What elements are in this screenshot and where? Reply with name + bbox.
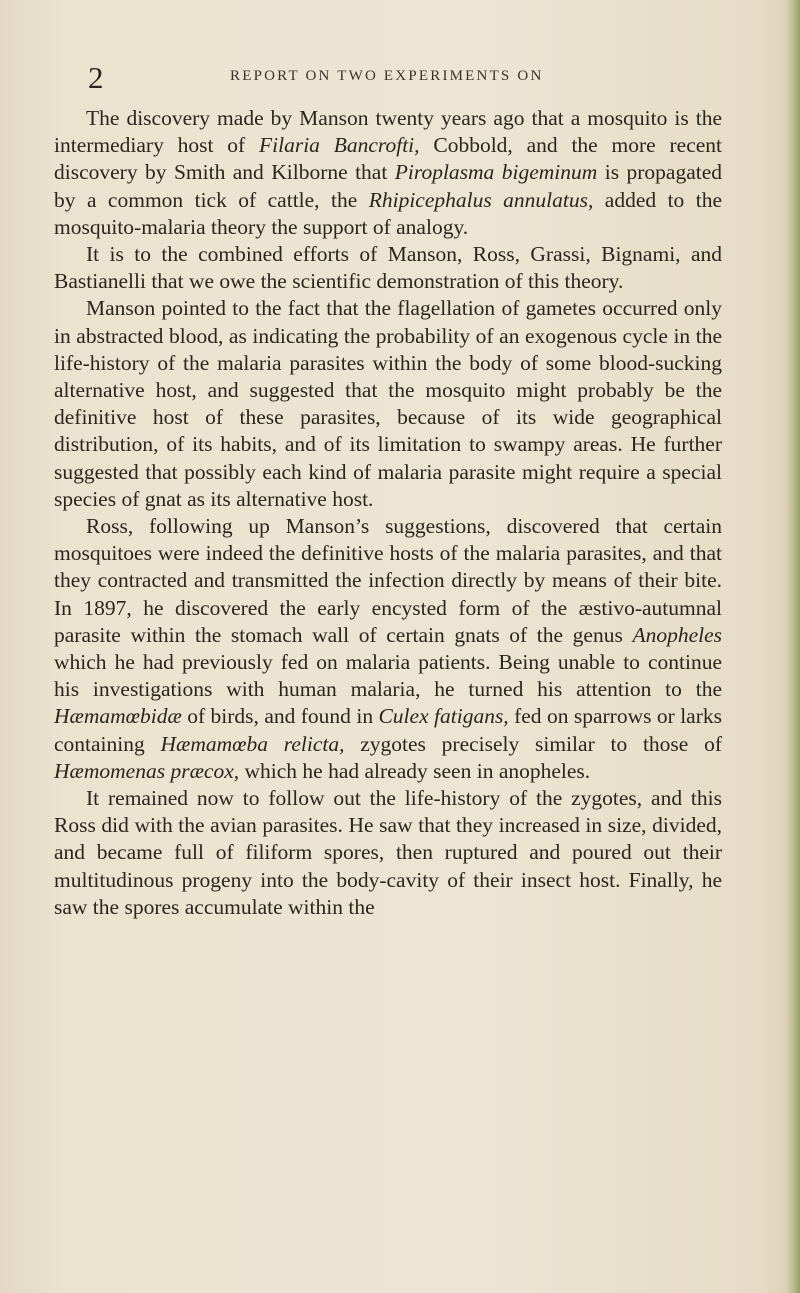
text-run: It remained now to follow out the life-history of the zygotes, and this Ross did with the avian parasites. He saw that they increased in size, divided, and became full of filiform spores, then ruptured and poured out their multitudinous progeny into the body-cavity of their insect host. Finally, he saw the spores accumulate within the [54,786,722,919]
text-run: Ross, following up Manson’s suggestions, discovered that certain mosquitoes were indeed the definitive hosts of the malaria parasites, and that they contracted and transmitted the infection directly by means of their bite. In 1897, he discovered the early encysted form of the æstivo-autumnal parasite within the stomach wall of certain gnats of the genus [54,514,722,647]
paragraph [54,105,722,241]
italic-term: Filaria Bancrofti, [259,133,420,158]
italic-term: Hæmamœbidæ [54,704,182,729]
paragraph [54,295,722,513]
paragraph [54,241,722,295]
page-number: 2 [88,60,104,95]
text-run: is propagated by a common tick of cattle, the [54,160,723,212]
paragraph [54,785,722,921]
text-run: Manson pointed to the fact that the flagellation of gametes occurred only in abstracted blood, as indicating the probability of an exogenous cycle in the life-history of the malaria parasites within the body of some blood-sucking alternative host, and suggested that the mosquito might probably be the definitive host of these parasites, because of its wide geographical distribution, of its habits, and of its limitation to swampy areas. He further suggested that possibly each kind of malaria parasite might require a special species of gnat as its alternative host. [54,296,722,511]
italic-term: Culex fatigans, [378,704,509,729]
text-run: zygotes precisely similar to those of [344,731,722,756]
text-run: of birds, and found in [181,704,379,729]
paragraph [54,513,722,785]
text-run: which he had previously fed on malaria patients. Being unable to continue his investigations with human malaria, he turned his attention to the [54,650,722,702]
running-head: REPORT ON TWO EXPERIMENTS ON [230,68,544,84]
italic-term: Hæmamœba relicta, [160,731,345,756]
text-run: added to the mosquito-malaria theory the support of analogy. [54,187,723,239]
text-run: The discovery made by Manson twenty years ago that a mosquito is the intermediary host of [54,106,722,158]
page-edge-shadow [786,0,800,1293]
italic-term: Anopheles [632,622,722,647]
text-run: It is to the combined efforts of Manson, Ross, Grassi, Bignami, and Bastianelli that we owe the scientific demonstration of this theory. [54,242,722,294]
body-text [54,105,722,921]
text-run: Cobbold, and the more recent discovery by Smith and Kilborne that [54,133,723,185]
text-run: fed on sparrows or larks containing [54,704,722,756]
italic-term: Rhipicephalus annulatus, [368,187,594,212]
italic-term: Piroplasma bigeminum [394,160,598,185]
page-header [0,60,800,96]
text-run: which he had already seen in anopheles. [239,758,591,783]
italic-term: Hæmomenas præcox, [54,758,240,783]
